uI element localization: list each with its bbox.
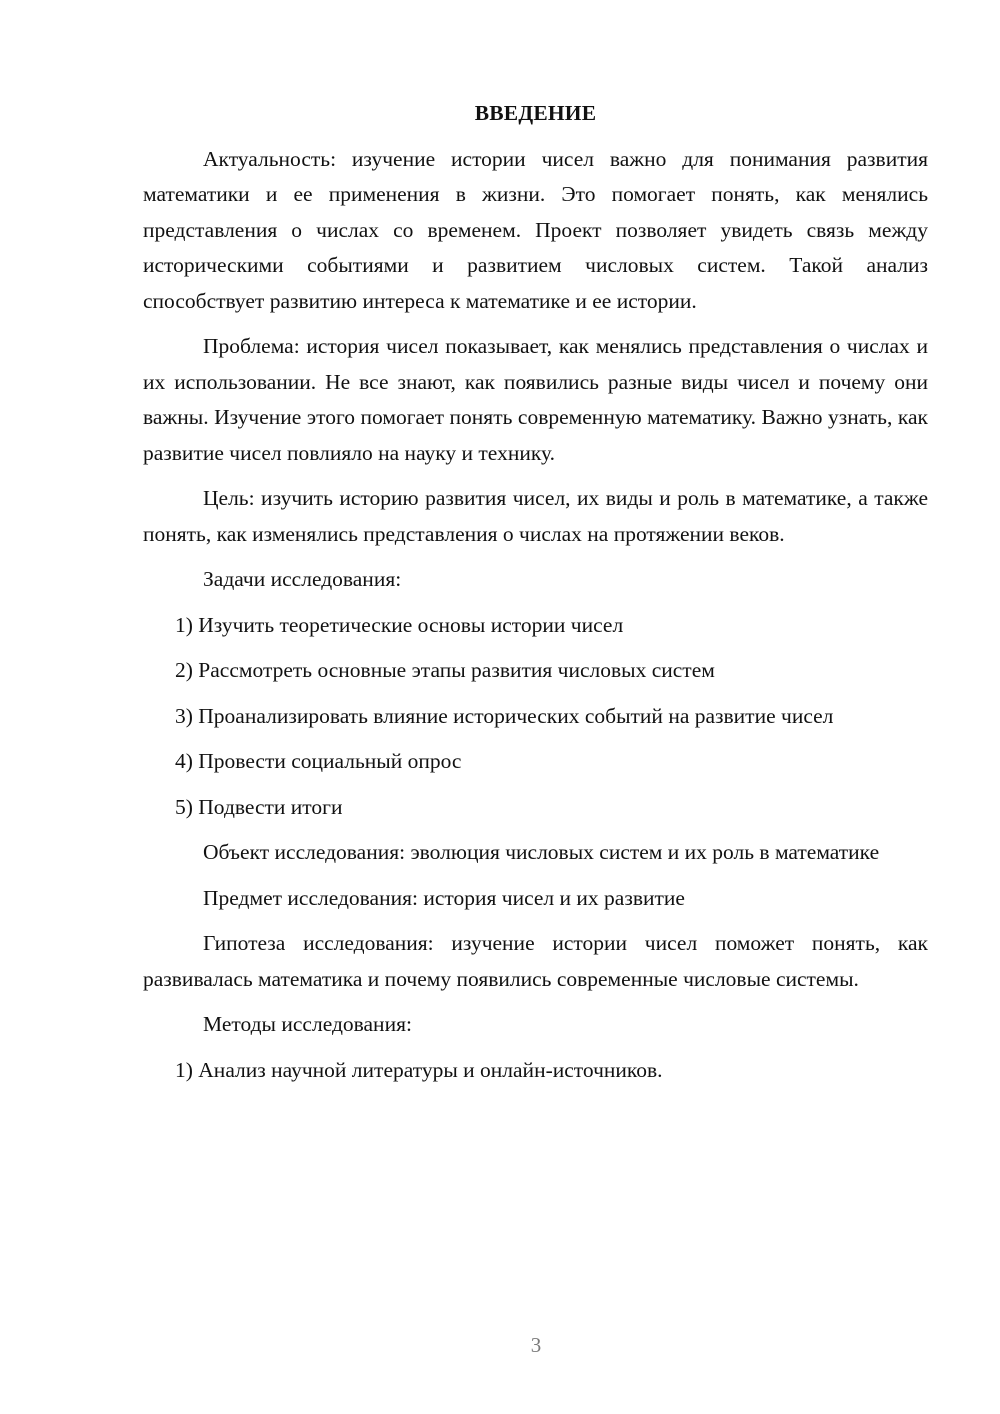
methods-heading: Методы исследования: <box>203 1012 412 1036</box>
goal-paragraph: Цель: изучить историю развития чисел, их виды и роль в математике, а также понять, как изменялись представления о числах на протяжении веков. <box>143 486 928 546</box>
task-item: 4) Провести социальный опрос <box>175 749 462 773</box>
page-number: 3 <box>530 1333 542 1357</box>
tasks-heading: Задачи исследования: <box>203 567 402 591</box>
method-item: 1) Анализ научной литературы и онлайн-источников. <box>175 1057 663 1082</box>
problem-paragraph: Проблема: история чисел показывает, как менялись представления о числах и их использовании. Не все знают, как появились разные виды чисел и почему они важны. Изучение этого помогает понять современную математику. Важно узнать, как развитие чисел повлияло на науку и технику. <box>143 334 928 465</box>
task-item: 5) Подвести итоги <box>175 794 343 819</box>
section-title: ВВЕДЕНИЕ <box>474 101 597 125</box>
relevance-paragraph: Актуальность: изучение истории чисел важно для понимания развития математики и ее применения в жизни. Это помогает понять, как менялись представления о числах со временем. Проект позволяет увидеть связь между историческими событиями и развитием числовых систем. Такой анализ способствует развитию интереса к математике и ее истории. <box>143 146 928 313</box>
task-item: 3) Проанализировать влияние исторических событий на развитие чисел <box>175 703 834 728</box>
object-paragraph: Объект исследования: эволюция числовых систем и их роль в математике <box>203 840 880 864</box>
hypothesis-paragraph: Гипотеза исследования: изучение истории чисел поможет понять, как развивалась математика и почему появились современные числовые системы. <box>143 931 928 991</box>
page-content <box>143 96 928 1098</box>
subject-paragraph: Предмет исследования: история чисел и их развитие <box>203 885 685 910</box>
task-item: 2) Рассмотреть основные этапы развития числовых систем <box>175 658 715 682</box>
task-item: 1) Изучить теоретические основы истории чисел <box>175 612 624 637</box>
